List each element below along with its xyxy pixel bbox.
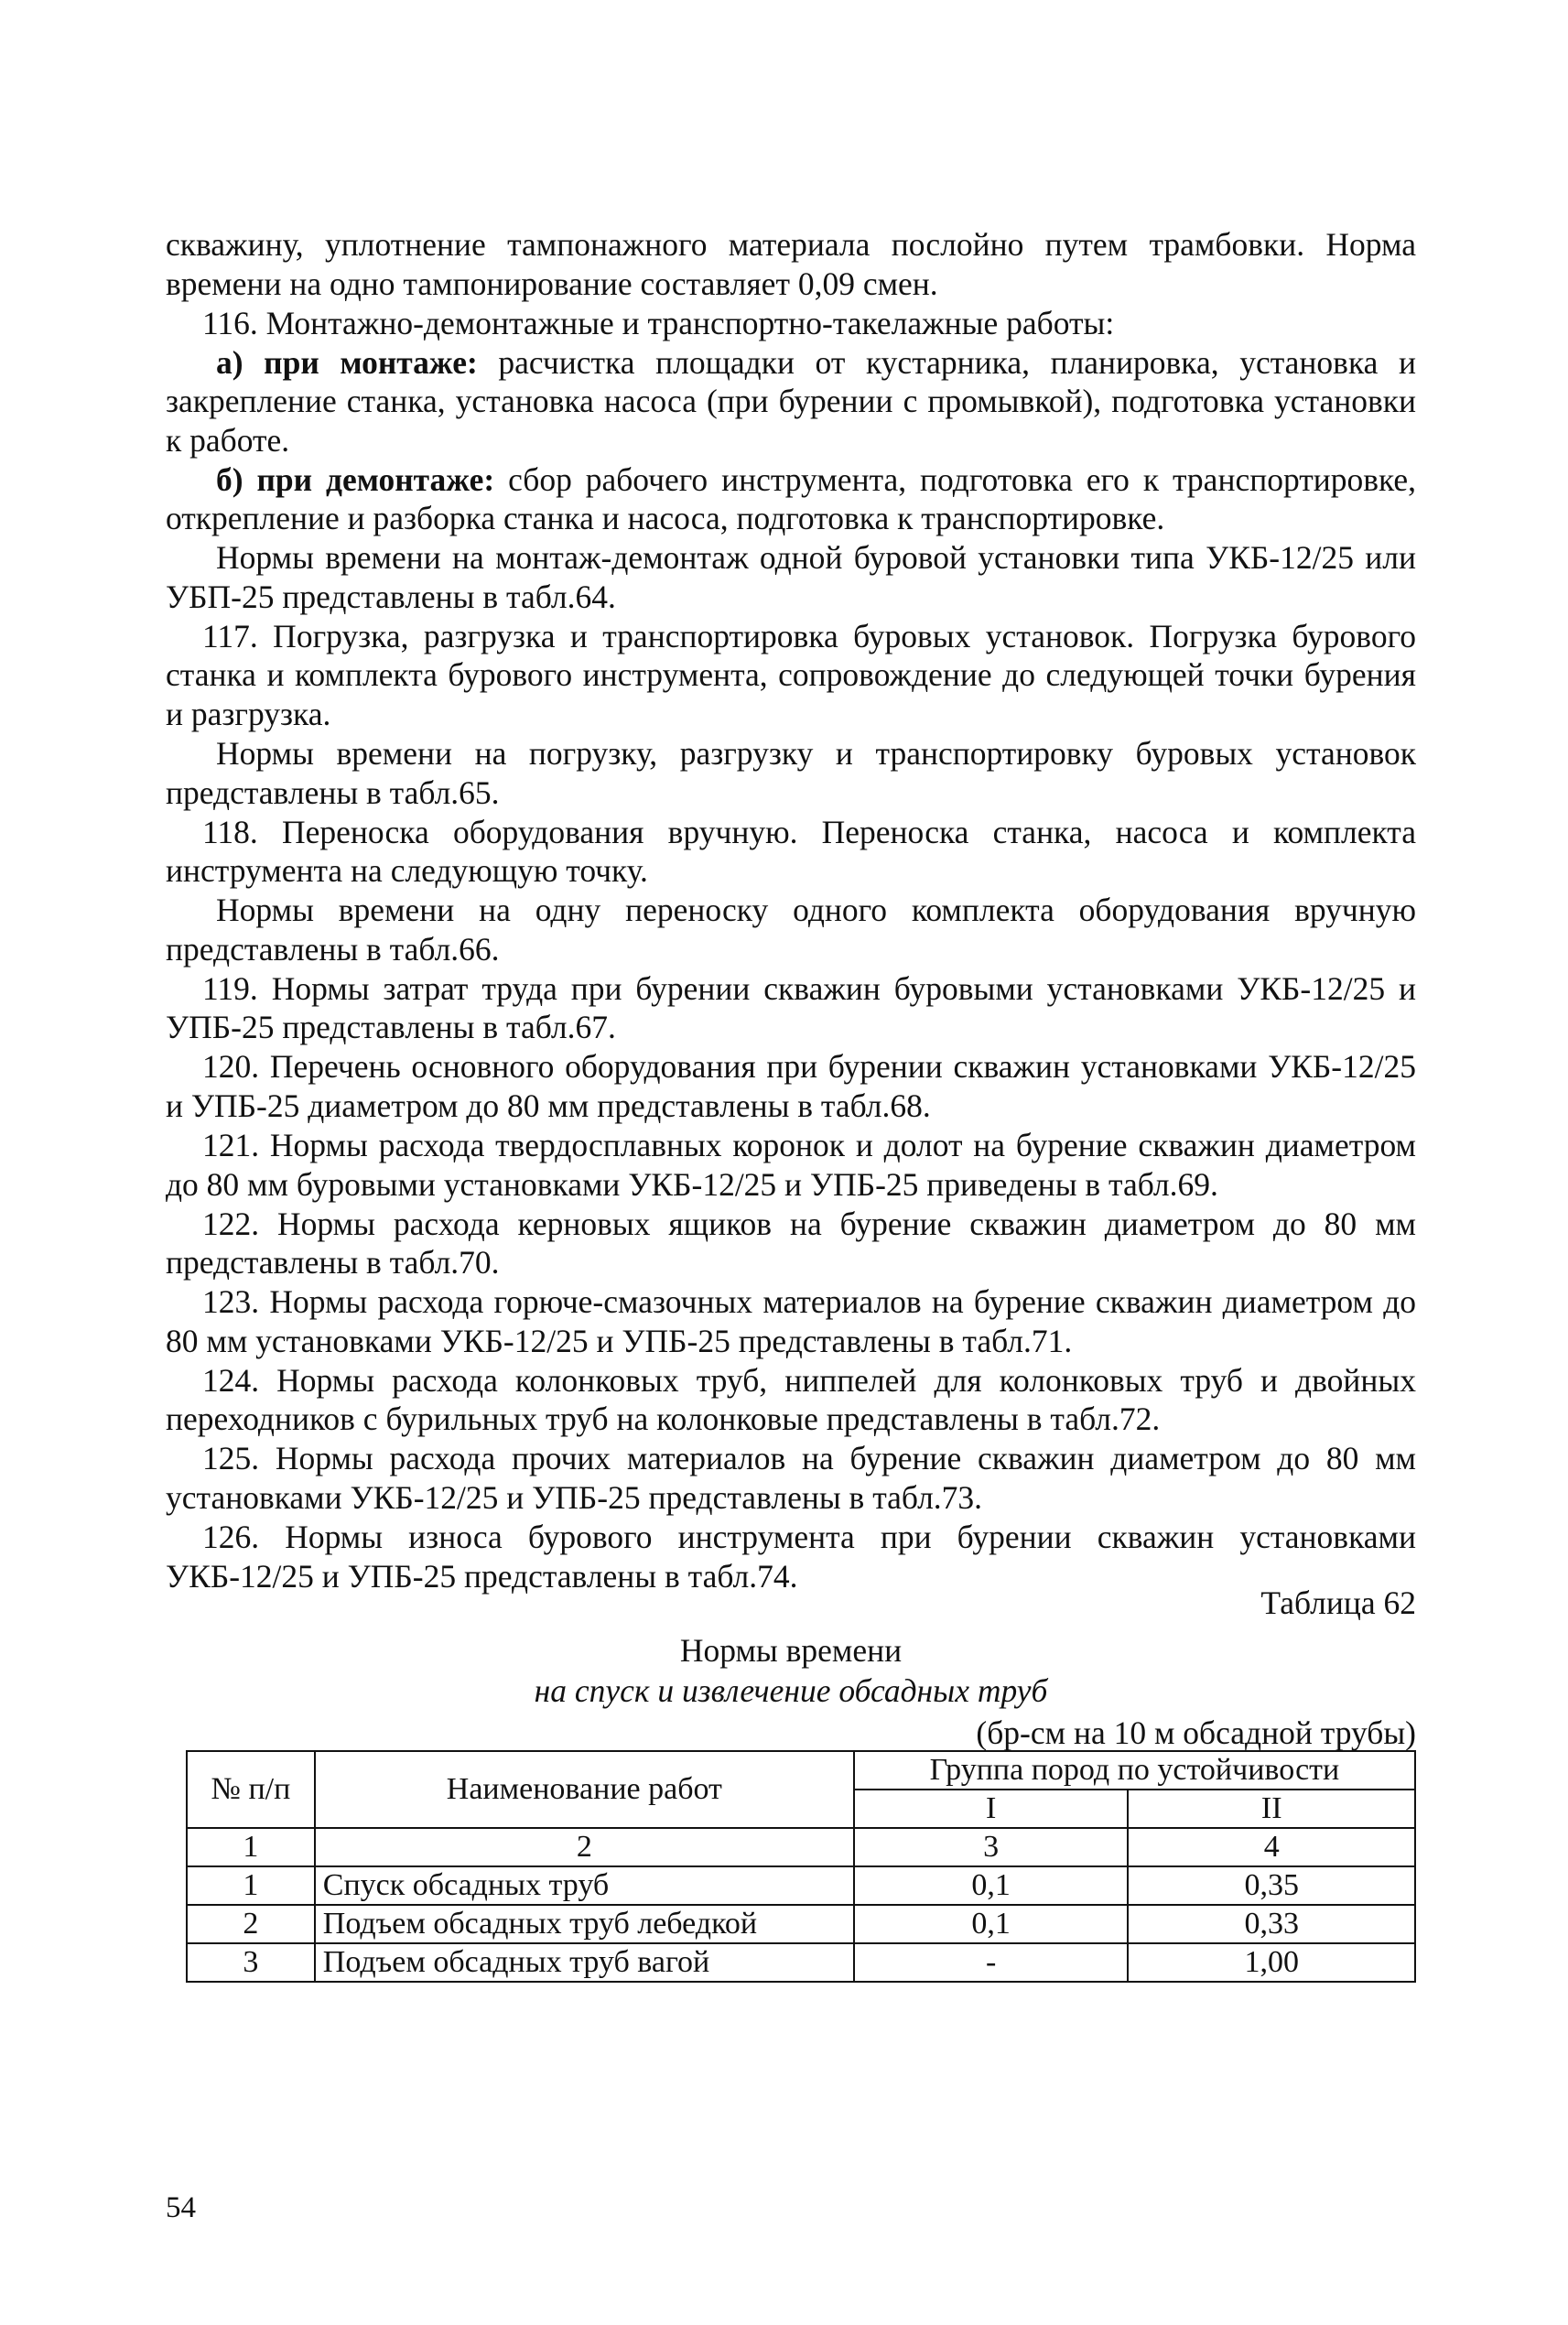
column-number: 1 — [187, 1828, 315, 1866]
table-row — [187, 1905, 1415, 1943]
table-subtitle: на спуск и извлечение обсадных труб — [534, 1672, 1048, 1709]
table-row — [187, 1943, 1415, 1982]
column-numbering-row — [187, 1828, 1415, 1866]
table-header-row — [187, 1751, 1415, 1790]
paragraph: 126. Нормы износа бурового инструмента при бурении скважин установками УКБ-12/25 и УПБ-25 представлены в табл.74. — [166, 1519, 1416, 1595]
header-group-2: II — [1128, 1790, 1415, 1828]
paragraph: 121. Нормы расхода твердосплавных коронок и долот на бурение скважин диаметром до 80 мм буровыми установками УКБ-12/25 и УПБ-25 приведены в табл.69. — [166, 1127, 1416, 1203]
row-value-1: - — [854, 1943, 1129, 1982]
paragraph-rest: расчистка площадки от кустарника, планировка, установка и закрепление станка, установка насоса (при бурении с промывкой), подготовка установки к работе. — [166, 343, 1416, 459]
page-number: 54 — [166, 2191, 196, 2224]
paragraph: 122. Нормы расхода керновых ящиков на бурение скважин диаметром до 80 мм представлены в табл.70. — [166, 1205, 1416, 1281]
bold-lead: а) при монтаже: — [216, 343, 478, 381]
row-value-1: 0,1 — [854, 1866, 1129, 1905]
row-num: 2 — [187, 1905, 315, 1943]
paragraph: Нормы времени на монтаж-демонтаж одной буровой установки типа УКБ-12/25 или УБП-25 представлены в табл.64. — [166, 539, 1416, 615]
column-number: 3 — [854, 1828, 1129, 1866]
paragraph: 125. Нормы расхода прочих материалов на бурение скважин диаметром до 80 мм установками УКБ-12/25 и УПБ-25 представлены в табл.73. — [166, 1440, 1416, 1516]
paragraph: 124. Нормы расхода колонковых труб, ниппелей для колонковых труб и двойных переходников с бурильных труб на колонковые представлены в табл.72. — [166, 1361, 1416, 1438]
table-caption: Таблица 62 — [1260, 1584, 1416, 1621]
paragraph — [166, 460, 1416, 538]
norms-table — [186, 1750, 1416, 1983]
paragraph: 119. Нормы затрат труда при бурении скважин буровыми установками УКБ-12/25 и УПБ-25 представлены в табл.67. — [166, 969, 1416, 1046]
header-group: Группа пород по устойчивости — [854, 1751, 1415, 1790]
header-group-1: I — [854, 1790, 1129, 1828]
header-name: Наименование работ — [315, 1751, 854, 1828]
bold-lead: б) при демонтаже: — [216, 460, 495, 498]
row-name: Подъем обсадных труб лебедкой — [315, 1905, 854, 1943]
row-name: Спуск обсадных труб — [315, 1866, 854, 1905]
paragraph: 123. Нормы расхода горюче-смазочных материалов на бурение скважин диаметром до 80 мм установками УКБ-12/25 и УПБ-25 представлены в табл.71. — [166, 1283, 1416, 1359]
row-num: 3 — [187, 1943, 315, 1982]
table-unit: (бр-см на 10 м обсадной трубы) — [976, 1714, 1416, 1751]
paragraph: 118. Переноска оборудования вручную. Переноска станка, насоса и комплекта инструмента на следующую точку. — [166, 813, 1416, 890]
row-value-1: 0,1 — [854, 1905, 1129, 1943]
body-text — [166, 225, 1416, 1596]
row-value-2: 1,00 — [1128, 1943, 1415, 1982]
row-name: Подъем обсадных труб вагой — [315, 1943, 854, 1982]
table-title: Нормы времени — [679, 1632, 903, 1669]
paragraph-rest: сбор рабочего инструмента, подготовка его к транспортировке, открепление и разборка станка и насоса, подготовка к транспортировке. — [166, 460, 1416, 537]
row-value-2: 0,33 — [1128, 1905, 1415, 1943]
column-number: 4 — [1128, 1828, 1415, 1866]
row-num: 1 — [187, 1866, 315, 1905]
paragraph: 117. Погрузка, разгрузка и транспортировка буровых установок. Погрузка бурового станка и комплекта бурового инструмента, сопровождение до следующей точки бурения и разгрузка. — [166, 617, 1416, 732]
table-row — [187, 1866, 1415, 1905]
row-value-2: 0,35 — [1128, 1866, 1415, 1905]
paragraph: Нормы времени на погрузку, разгрузку и транспортировку буровых установок представлены в табл.65. — [166, 735, 1416, 811]
paragraph: 120. Перечень основного оборудования при бурении скважин установками УКБ-12/25 и УПБ-25 диаметром до 80 мм представлены в табл.68. — [166, 1048, 1416, 1124]
column-number: 2 — [315, 1828, 854, 1866]
paragraph — [166, 343, 1416, 460]
header-num: № п/п — [187, 1751, 315, 1828]
paragraph: скважину, уплотнение тампонажного материала послойно путем трамбовки. Норма времени на одно тампонирование составляет 0,09 смен. — [166, 226, 1416, 302]
paragraph: 116. Монтажно-демонтажные и транспортно-такелажные работы: — [202, 304, 1115, 341]
paragraph: Нормы времени на одну переноску одного комплекта оборудования вручную представлены в табл.66. — [166, 892, 1416, 968]
